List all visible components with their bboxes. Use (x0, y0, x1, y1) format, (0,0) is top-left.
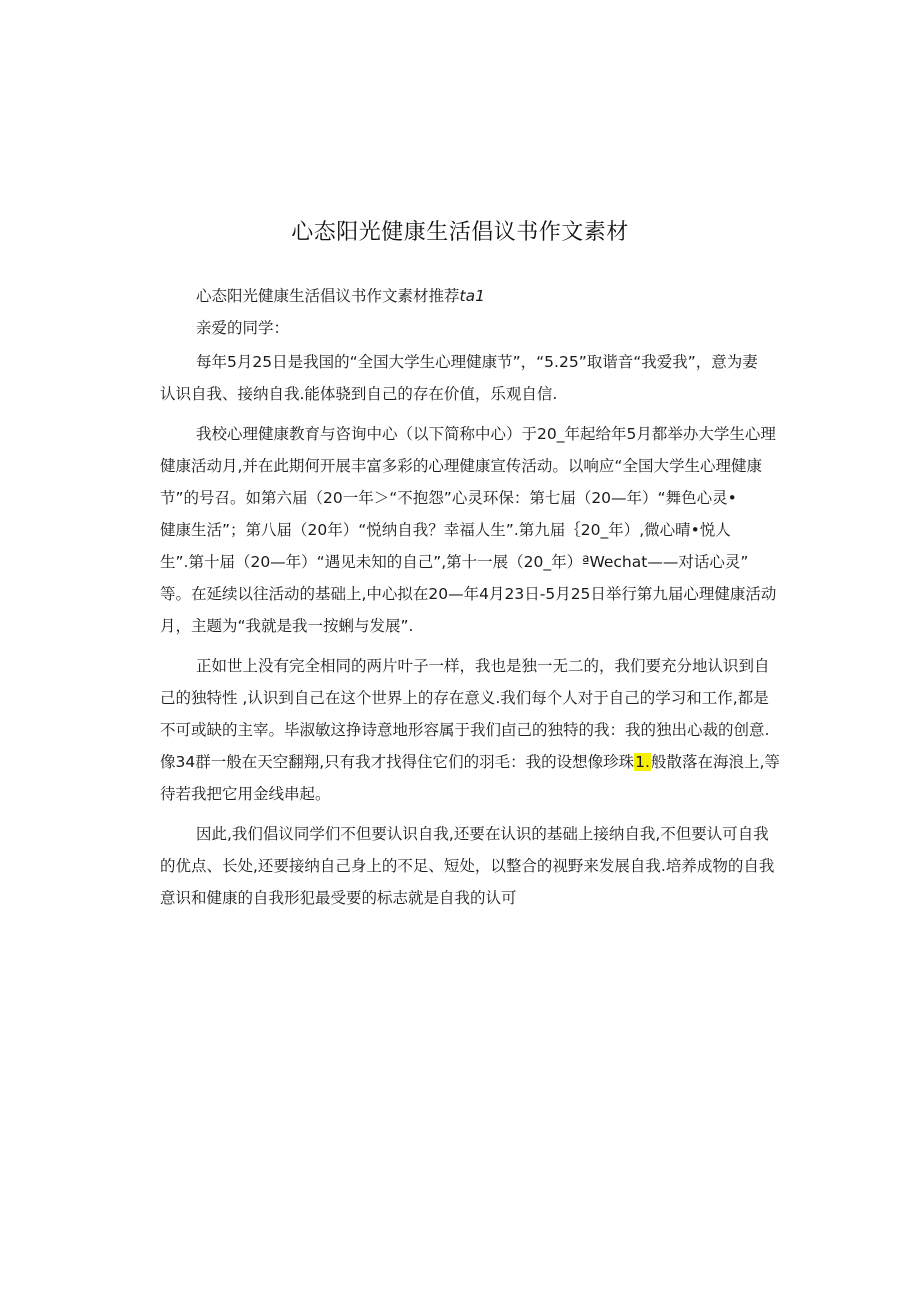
paragraph-line: 不可或缺的主宰。毕淑敏这挣诗意地形容属于我们卣己的独特的我：我的独出心裁的创意. (160, 721, 770, 739)
paragraph-line: 月，主题为“我就是我一按蜊与发展”. (160, 617, 414, 635)
paragraph-line: 认识自我、接纳自我.能体骁到自己的存在价值，乐观自信. (160, 385, 558, 403)
paragraph-line: 己的独特性 ,认识到自己在这个世界上的存在意义.我们每个人对于自己的学习和工作,都是 (160, 689, 769, 707)
paragraph-line: 健康生活”；第八届（20年）“悦纳自我？幸福人生”.第九届｛20_年）,微心晴•悦人 (160, 521, 731, 539)
line-text: 般散落在海浪上,等 (650, 753, 780, 771)
paragraph-3 (160, 650, 780, 810)
paragraph-1 (160, 346, 772, 410)
highlighted-text: 1. (635, 753, 650, 771)
document-subtitle (160, 280, 772, 312)
paragraph-line: 的优点、长处,还要接纳自己身上的不足、短处，以整合的视野来发展自我.培养成物的自我 (160, 857, 775, 875)
paragraph-line: 待若我把它用金线串起。 (160, 785, 331, 803)
paragraph-4 (160, 818, 775, 914)
paragraph-line: 正如世上没有完全相同的两片叶子一样，我也是独一无二的，我们要充分地认识到自 (196, 657, 770, 675)
paragraph-line (160, 746, 780, 778)
subtitle-text: 心态阳光健康生活倡议书作文素材推荐 (196, 287, 460, 305)
document-title: 心态阳光健康生活倡议书作文素材 (291, 220, 629, 245)
document-body (160, 280, 780, 914)
paragraph-2 (160, 418, 777, 642)
paragraph-line: 节”的号召。如第六届（20一年＞“不抱怨”心灵环保：第七届（20—年）“舞色心灵• (160, 489, 737, 507)
paragraph-line: 等。在延续以往活动的基础上,中心拟在20—年4月23日-5月25日举行第九届心理健康活动 (160, 585, 777, 603)
paragraph-line: 我校心理健康教育与咨询中心（以下简称中心）于20_年起给年5月都举办大学生心理 (196, 425, 776, 443)
greeting: 亲爱的同学： (196, 319, 290, 337)
paragraph-line: 每年5月25日是我国的“全国大学生心理健康节”，“5.25”取谐音“我爱我”，意为妻 (196, 353, 758, 371)
line-text: 像34群一般在天空翻翔,只有我才找得住它们的羽毛：我的设想像珍珠 (160, 753, 635, 771)
paragraph-line: 意识和健康的自我形犯最受要的标志就是自我的认可 (160, 889, 517, 907)
paragraph-line: 健康活动月,并在此期何开展丰富多彩的心理健康宣传活动。以响应“全国大学生心理健康 (160, 457, 762, 475)
subtitle-suffix: ta1 (459, 287, 485, 305)
paragraph-line: 因此,我们倡议同学们不但要认识自我,还要在认识的基础上接纳自我,不但要认可自我 (196, 825, 769, 843)
paragraph-line: 生”.第十届（20—年）“遇见未知的自己”,第十一展（20_年）ªWechat——对话心灵” (160, 553, 749, 571)
